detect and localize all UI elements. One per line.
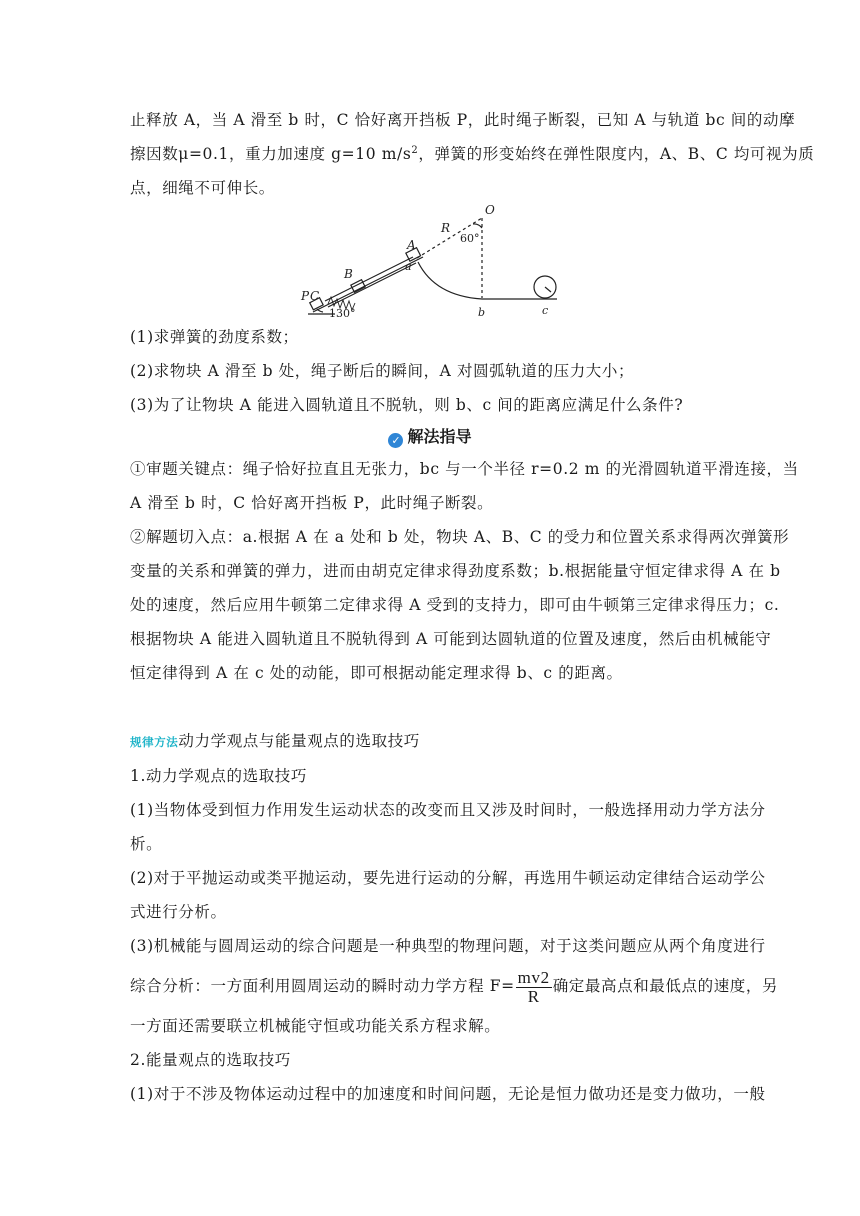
method-tag: 规律方法: [130, 735, 179, 749]
label-angle-130: 130°: [329, 307, 356, 320]
guide-heading: [0, 426, 860, 448]
method-item-1a: (1)当物体受到恒力作用发生运动状态的改变而且又涉及时间时，一般选择用动力学方法分: [130, 801, 766, 819]
question-1: (1)求弹簧的劲度系数；: [130, 328, 299, 346]
method-title: 动力学观点与能量观点的选取技巧: [178, 732, 420, 750]
guide-point-1: ①审题关键点：绳子恰好拉直且无张力，bc 与一个半径 r=0.2 m 的光滑圆轨道平滑连接，当 A 滑至 b 时，C 恰好离开挡板 P，此时绳子断裂。: [130, 460, 799, 512]
method-item-2b: 式进行分析。: [130, 903, 227, 921]
problem-line-1: 止释放 A，当 A 滑至 b 时，C 恰好离开挡板 P，此时绳子断裂，已知 A 与轨道 bc 间的动摩: [130, 111, 796, 129]
questions: [130, 320, 742, 422]
method-item-3b: 综合分析：一方面利用圆周运动的瞬时动力学方程 F= $\frac{mv2}{R}$ 确定最高点和最低点的速度，另: [130, 967, 779, 1006]
arc-track: [418, 262, 482, 299]
problem-line-2: 擦因数μ=0.1，重力加速度 g=10 $m/s^2$，弹簧的形变始终在弹性限度内，A、B、C 均可视为质: [130, 144, 815, 163]
label-angle-60: 60°: [460, 232, 480, 245]
label-p: P: [301, 289, 310, 303]
label-o: O: [485, 203, 495, 217]
guide-title: 解法指导: [407, 427, 472, 446]
physics-diagram: [295, 200, 570, 325]
label-r: R: [441, 221, 451, 235]
block-b: [351, 280, 365, 293]
problem-line-3: 点，细绳不可伸长。: [130, 179, 275, 197]
label-a-point: a: [405, 260, 412, 273]
label-c-point: c: [542, 304, 549, 317]
guide-point-2: ②解题切入点：a.根据 A 在 a 处和 b 处，物块 A、B、C 的受力和位置关系求得两次弹簧形 变量的关系和弹簧的弹力，进而由胡克定律求得劲度系数；b.根据能量守恒定律求得 A 在 b 处的速度，然后应用牛顿第二定律求得 A 受到的支持力，即可由牛顿第三定律求得压力；c. 根据物块 A 能进入圆轨道且不脱轨得到 A 可能到达圆轨道的位置及速度，然后由机械能守 恒定律得到 A 在 c 处的动能，即可根据动能定理求得 b、c 的距离。: [130, 528, 790, 682]
question-3: (3)为了让物块 A 能进入圆轨道且不脱轨，则 b、c 间的距离应满足什么条件?: [130, 396, 684, 414]
label-a-block: A: [407, 238, 416, 252]
question-2: (2)求物块 A 滑至 b 处，绳子断后的瞬间，A 对圆弧轨道的压力大小；: [130, 362, 635, 380]
method-item-3c: 一方面还需要联立机械能守恒或功能关系方程求解。: [130, 1017, 501, 1035]
method-sec-1: 1.动力学观点的选取技巧: [130, 767, 307, 785]
formula-fraction: $\frac{mv2}{R}$: [517, 967, 550, 1006]
label-b-point: b: [478, 306, 486, 319]
problem-text: [130, 103, 815, 205]
check-circle-icon: ✓: [388, 433, 403, 448]
method-sec-2: 2.能量观点的选取技巧: [130, 1051, 291, 1069]
method-item-3a: (3)机械能与圆周运动的综合问题是一种典型的物理问题，对于这类问题应从两个角度进行: [130, 937, 766, 955]
method-item-2a: (2)对于平抛运动或类平抛运动，要先进行运动的分解，再选用牛顿运动定律结合运动学公: [130, 869, 766, 887]
method-item-4: (1)对于不涉及物体运动过程中的加速度和时间问题，无论是恒力做功还是变力做功，一般: [130, 1085, 766, 1103]
method-item-1b: 析。: [130, 835, 163, 853]
method-section: [130, 724, 779, 1111]
label-c-block: C: [310, 289, 320, 303]
method-title-line: [130, 724, 742, 759]
label-b-block: B: [344, 267, 353, 281]
